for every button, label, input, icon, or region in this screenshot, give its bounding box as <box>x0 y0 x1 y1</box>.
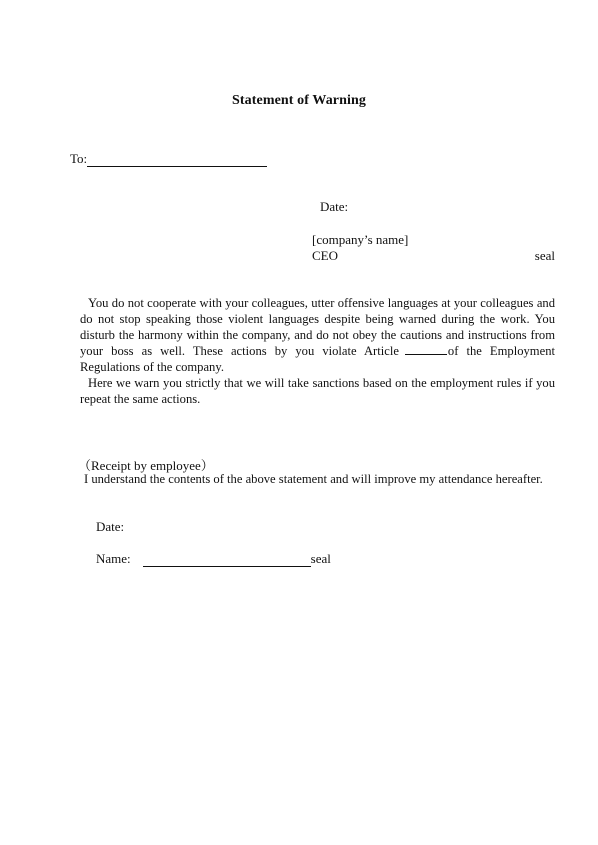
receipt-text: I understand the contents of the above statement and will improve my attendance hereafter. <box>84 472 543 486</box>
company-name-placeholder: [company’s name] <box>312 232 409 247</box>
receipt-statement <box>80 471 555 487</box>
receipt-date-label: Date: <box>96 519 125 534</box>
recipient-blank-line <box>87 154 267 167</box>
paragraph-1-text: You do not cooperate with your colleagues, utter offensive languages at your colleagues and do not stop speaking those violent languages despite being warned during the work. You disturb the harmony within the company, and do not obey the cautions and instructions from your boss as well. These actions by you violate Article <box>80 296 555 358</box>
to-label: To: <box>70 151 88 166</box>
document-title: Statement of Warning <box>232 93 366 108</box>
issuer-row <box>312 248 555 264</box>
name-blank-line <box>143 554 311 567</box>
ceo-label: CEO <box>312 248 338 263</box>
receipt-heading: （Receipt by employee） <box>78 458 214 473</box>
receipt-name-row <box>96 551 331 567</box>
warning-paragraph-1 <box>80 295 555 375</box>
warning-paragraph-2: Here we warn you strictly that we will take sanctions based on the employment rules if you repeat the same actions. <box>80 376 555 406</box>
issue-date-label: Date: <box>320 199 349 214</box>
issuer-seal-label: seal <box>534 248 555 263</box>
recipient-row <box>70 151 267 167</box>
paragraph-1-text-end: of the Employment Regulations of the company. <box>80 344 555 374</box>
article-number-blank <box>405 344 447 355</box>
warning-body <box>80 295 555 407</box>
name-label: Name: <box>96 551 131 566</box>
employee-seal-label: seal <box>310 551 331 566</box>
